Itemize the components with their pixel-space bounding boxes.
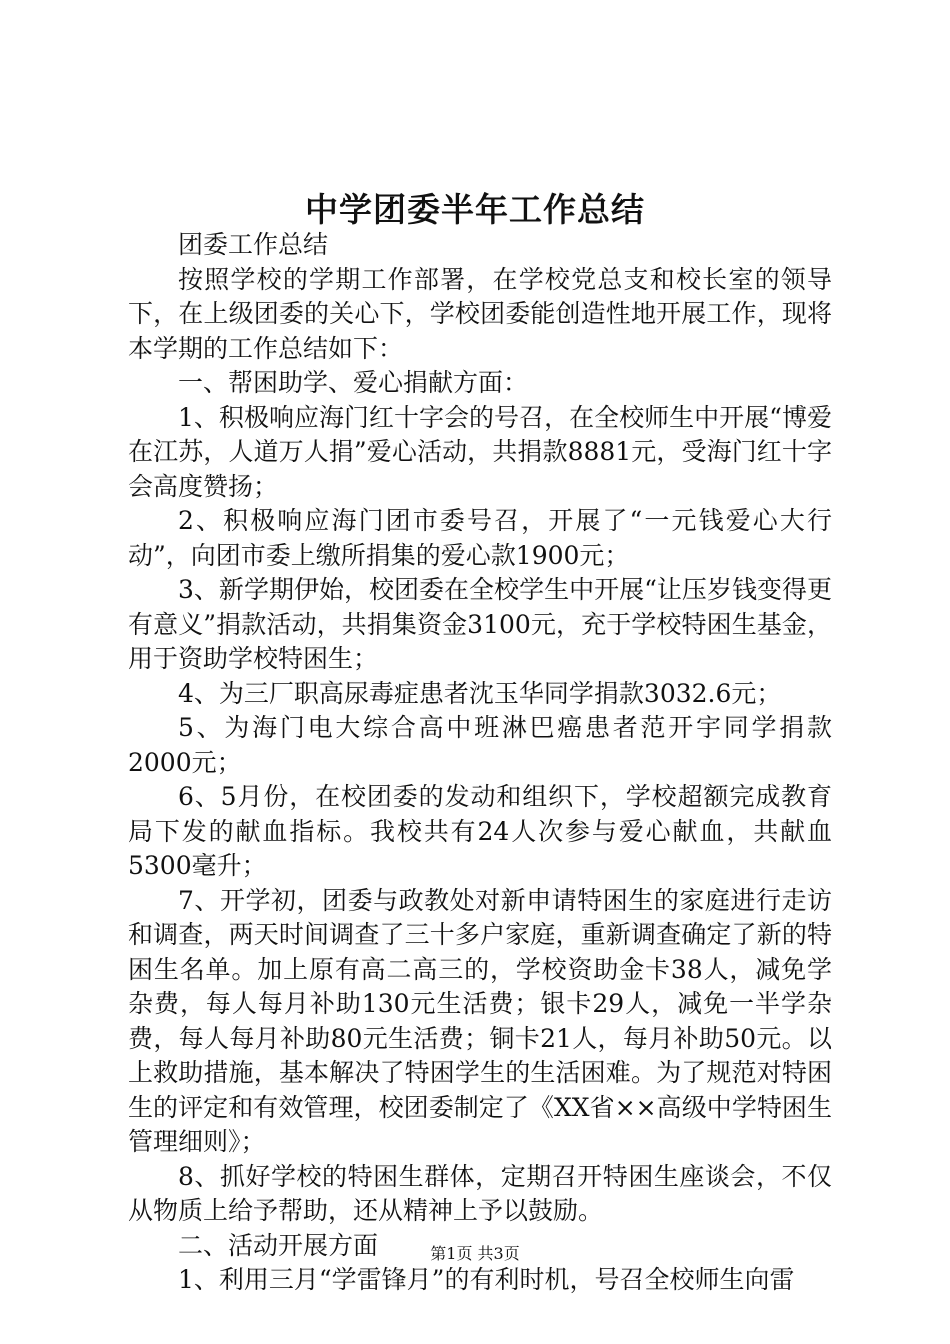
list-item-5: 5、为海门电大综合高中班淋巴癌患者范开宇同学捐款2000元； bbox=[128, 713, 832, 777]
list-item-6: 6、5月份，在校团委的发动和组织下，学校超额完成教育局下发的献血指标。我校共有24人次参与爱心献血，共献血5300毫升； bbox=[128, 782, 832, 880]
list-item-2: 2、积极响应海门团市委号召，开展了“一元钱爱心大行动”，向团市委上缴所捐集的爱心款1900元； bbox=[128, 506, 832, 570]
list-item-8: 8、抓好学校的特困生群体，定期召开特困生座谈会，不仅从物质上给予帮助，还从精神上予以鼓励。 bbox=[128, 1161, 832, 1225]
document-body bbox=[128, 228, 832, 1298]
list-item-1: 1、积极响应海门红十字会的号召，在全校师生中开展“博爱在江苏，人道万人捐”爱心活动，共捐款8881元，受海门红十字会高度赞扬； bbox=[128, 402, 832, 501]
list-item-7: 7、开学初，团委与政教处对新申请特困生的家庭进行走访和调查，两天时间调查了三十多户家庭，重新调查确定了新的特困生名单。加上原有高二高三的，学校资助金卡38人，减免学杂费，每人每月补助130元生活费；银卡29人，减免一半学杂费，每人每月补助80元生活费；铜卡21人，每月补助50元。以上救助措施，基本解决了特困学生的生活困难。为了规范对特困生的评定和有效管理，校团委制定了《XX省××高级中学特困生管理细则》； bbox=[128, 885, 832, 1156]
page-footer: 第1页 共3页 bbox=[430, 1244, 520, 1263]
list-item-9: 1、利用三月“学雷锋月”的有利时机，号召全校师生向雷 bbox=[178, 1265, 795, 1294]
document-title: 中学团委半年工作总结 bbox=[305, 190, 645, 229]
list-item-4: 4、为三厂职高尿毒症患者沈玉华同学捐款3032.6元； bbox=[178, 678, 782, 708]
section-heading-1: 一、帮困助学、爱心捐献方面： bbox=[178, 368, 529, 397]
paragraph-intro: 按照学校的学期工作部署，在学校党总支和校长室的领导下，在上级团委的关心下，学校团委能创造性地开展工作，现将本学期的工作总结如下： bbox=[128, 264, 832, 363]
section-heading-2: 二、活动开展方面 bbox=[178, 1230, 379, 1260]
paragraph-heading: 团委工作总结 bbox=[178, 230, 329, 259]
list-item-3: 3、新学期伊始，校团委在全校学生中开展“让压岁钱变得更有意义”捐款活动，共捐集资金3100元，充于学校特困生基金，用于资助学校特困生； bbox=[128, 575, 832, 673]
